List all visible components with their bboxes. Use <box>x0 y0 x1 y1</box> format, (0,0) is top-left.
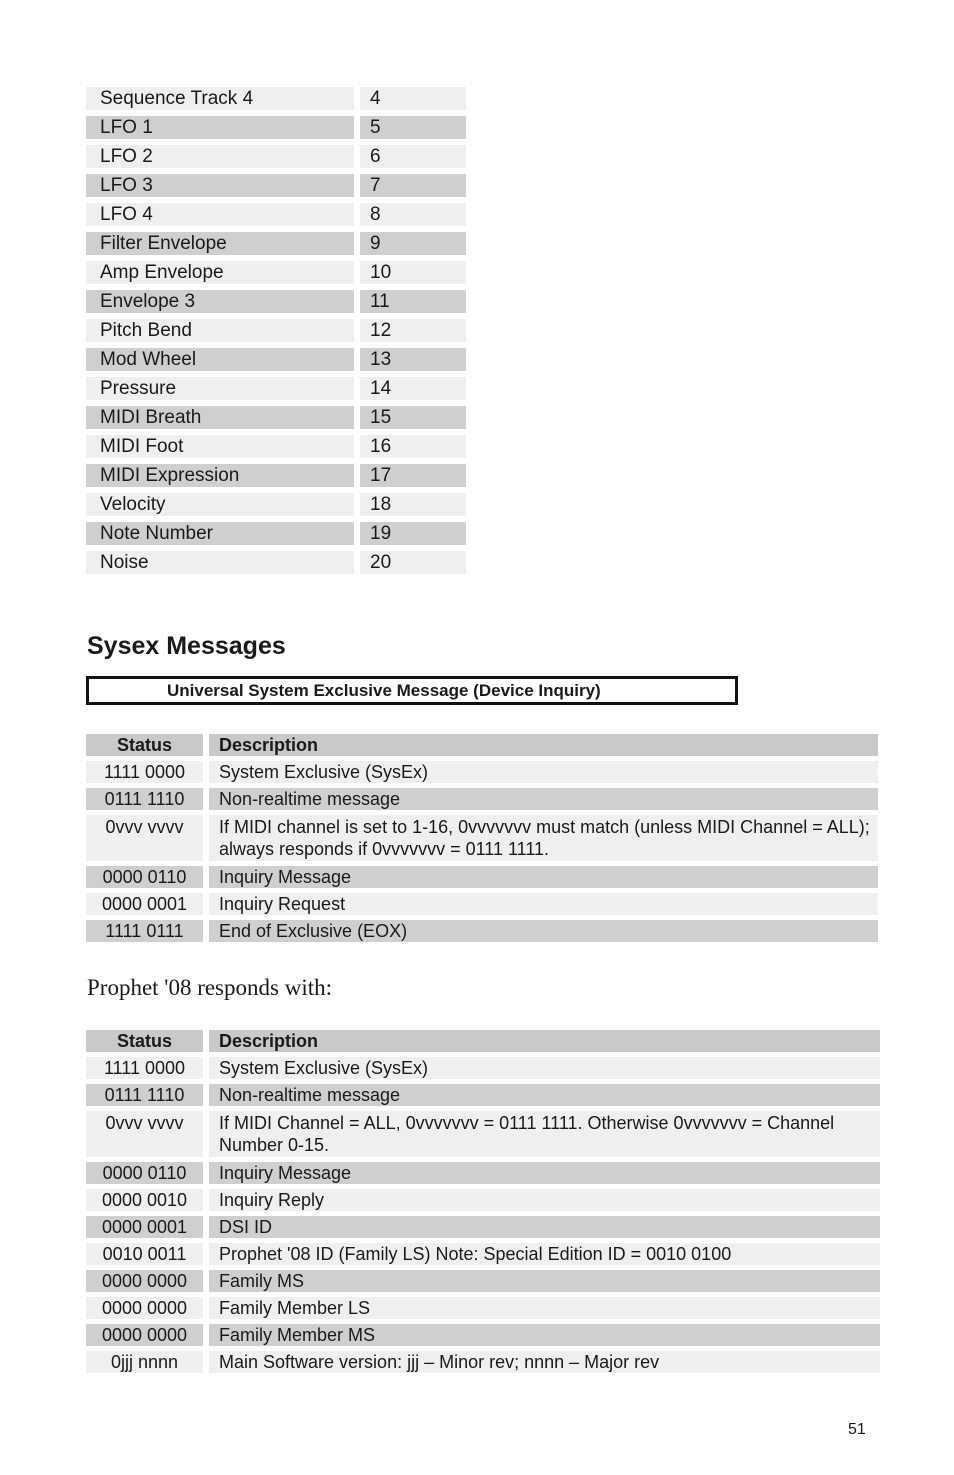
source-name: LFO 2 <box>86 145 354 168</box>
source-name: Velocity <box>86 493 354 516</box>
table-row <box>86 522 466 545</box>
description-cell: System Exclusive (SysEx) <box>209 1057 880 1079</box>
source-name: Pitch Bend <box>86 319 354 342</box>
table-row <box>86 493 466 516</box>
table-row <box>86 232 466 255</box>
status-cell: 0vvv vvvv <box>86 1111 203 1157</box>
table-row <box>86 1189 880 1211</box>
table-row <box>86 261 466 284</box>
device-inquiry-table <box>86 734 878 947</box>
table-row <box>86 1057 880 1079</box>
description-cell: If MIDI channel is set to 1-16, 0vvvvvvv must match (unless MIDI Channel = ALL); always responds if 0vvvvvvv = 0111 1111. <box>209 815 878 861</box>
source-value: 20 <box>360 551 466 574</box>
source-value: 18 <box>360 493 466 516</box>
table-row <box>86 1111 880 1157</box>
description-cell: Family Member MS <box>209 1324 880 1346</box>
table-row <box>86 815 878 861</box>
table-row <box>86 174 466 197</box>
status-header: Status <box>86 1030 203 1052</box>
table-row <box>86 406 466 429</box>
status-cell: 0000 0110 <box>86 866 203 888</box>
source-value: 14 <box>360 377 466 400</box>
description-cell: DSI ID <box>209 1216 880 1238</box>
table-row <box>86 788 878 810</box>
description-cell: Family MS <box>209 1270 880 1292</box>
source-name: MIDI Expression <box>86 464 354 487</box>
source-value: 12 <box>360 319 466 342</box>
status-cell: 0jjj nnnn <box>86 1351 203 1373</box>
description-cell: Inquiry Message <box>209 1162 880 1184</box>
source-name: Filter Envelope <box>86 232 354 255</box>
mod-source-table <box>86 87 466 580</box>
source-name: MIDI Foot <box>86 435 354 458</box>
description-header: Description <box>209 734 878 756</box>
description-cell: If MIDI Channel = ALL, 0vvvvvvv = 0111 1111. Otherwise 0vvvvvvv = Channel Number 0-15. <box>209 1111 880 1157</box>
source-name: LFO 3 <box>86 174 354 197</box>
source-name: Sequence Track 4 <box>86 87 354 110</box>
table-row <box>86 1297 880 1319</box>
table-row <box>86 893 878 915</box>
status-cell: 1111 0000 <box>86 761 203 783</box>
status-cell: 0000 0001 <box>86 893 203 915</box>
table-row <box>86 87 466 110</box>
source-value: 5 <box>360 116 466 139</box>
table-row <box>86 1324 880 1346</box>
source-value: 11 <box>360 290 466 313</box>
table-row <box>86 1162 880 1184</box>
table-row <box>86 1351 880 1373</box>
source-name: Pressure <box>86 377 354 400</box>
table-header-row <box>86 1030 880 1052</box>
status-cell: 1111 0111 <box>86 920 203 942</box>
table-row <box>86 866 878 888</box>
source-name: Note Number <box>86 522 354 545</box>
source-value: 15 <box>360 406 466 429</box>
status-cell: 0000 0000 <box>86 1270 203 1292</box>
source-value: 16 <box>360 435 466 458</box>
source-name: LFO 1 <box>86 116 354 139</box>
source-value: 13 <box>360 348 466 371</box>
source-value: 7 <box>360 174 466 197</box>
description-cell: Prophet '08 ID (Family LS) Note: Special Edition ID = 0010 0100 <box>209 1243 880 1265</box>
source-value: 8 <box>360 203 466 226</box>
source-name: LFO 4 <box>86 203 354 226</box>
status-cell: 0010 0011 <box>86 1243 203 1265</box>
section-title: Sysex Messages <box>87 632 286 660</box>
source-value: 9 <box>360 232 466 255</box>
description-header: Description <box>209 1030 880 1052</box>
table-row <box>86 551 466 574</box>
source-name: Mod Wheel <box>86 348 354 371</box>
source-name: Amp Envelope <box>86 261 354 284</box>
description-cell: Main Software version: jjj – Minor rev; nnnn – Major rev <box>209 1351 880 1373</box>
table-row <box>86 290 466 313</box>
responds-paragraph: Prophet '08 responds with: <box>87 975 332 1000</box>
source-value: 19 <box>360 522 466 545</box>
status-cell: 0000 0000 <box>86 1297 203 1319</box>
description-cell: Inquiry Request <box>209 893 878 915</box>
description-cell: Non-realtime message <box>209 788 878 810</box>
table-header-row <box>86 734 878 756</box>
table-row <box>86 145 466 168</box>
table-row <box>86 203 466 226</box>
table-row <box>86 761 878 783</box>
source-value: 17 <box>360 464 466 487</box>
description-cell: Non-realtime message <box>209 1084 880 1106</box>
description-cell: Inquiry Reply <box>209 1189 880 1211</box>
description-cell: End of Exclusive (EOX) <box>209 920 878 942</box>
table-row <box>86 1243 880 1265</box>
description-cell: System Exclusive (SysEx) <box>209 761 878 783</box>
status-cell: 0000 0000 <box>86 1324 203 1346</box>
table-row <box>86 435 466 458</box>
source-value: 10 <box>360 261 466 284</box>
status-cell: 0000 0110 <box>86 1162 203 1184</box>
source-value: 6 <box>360 145 466 168</box>
page-number: 51 <box>848 1421 866 1438</box>
table-row <box>86 1216 880 1238</box>
boxed-table-title: Universal System Exclusive Message (Device Inquiry) <box>86 676 738 705</box>
status-cell: 0vvv vvvv <box>86 815 203 861</box>
status-header: Status <box>86 734 203 756</box>
description-cell: Family Member LS <box>209 1297 880 1319</box>
status-cell: 0000 0010 <box>86 1189 203 1211</box>
table-row <box>86 1084 880 1106</box>
inquiry-reply-table <box>86 1030 880 1378</box>
source-value: 4 <box>360 87 466 110</box>
status-cell: 0000 0001 <box>86 1216 203 1238</box>
table-row <box>86 377 466 400</box>
table-row <box>86 1270 880 1292</box>
source-name: Envelope 3 <box>86 290 354 313</box>
status-cell: 1111 0000 <box>86 1057 203 1079</box>
source-name: Noise <box>86 551 354 574</box>
source-name: MIDI Breath <box>86 406 354 429</box>
table-row <box>86 464 466 487</box>
table-row <box>86 319 466 342</box>
description-cell: Inquiry Message <box>209 866 878 888</box>
table-row <box>86 348 466 371</box>
table-row <box>86 116 466 139</box>
table-row <box>86 920 878 942</box>
status-cell: 0111 1110 <box>86 1084 203 1106</box>
status-cell: 0111 1110 <box>86 788 203 810</box>
